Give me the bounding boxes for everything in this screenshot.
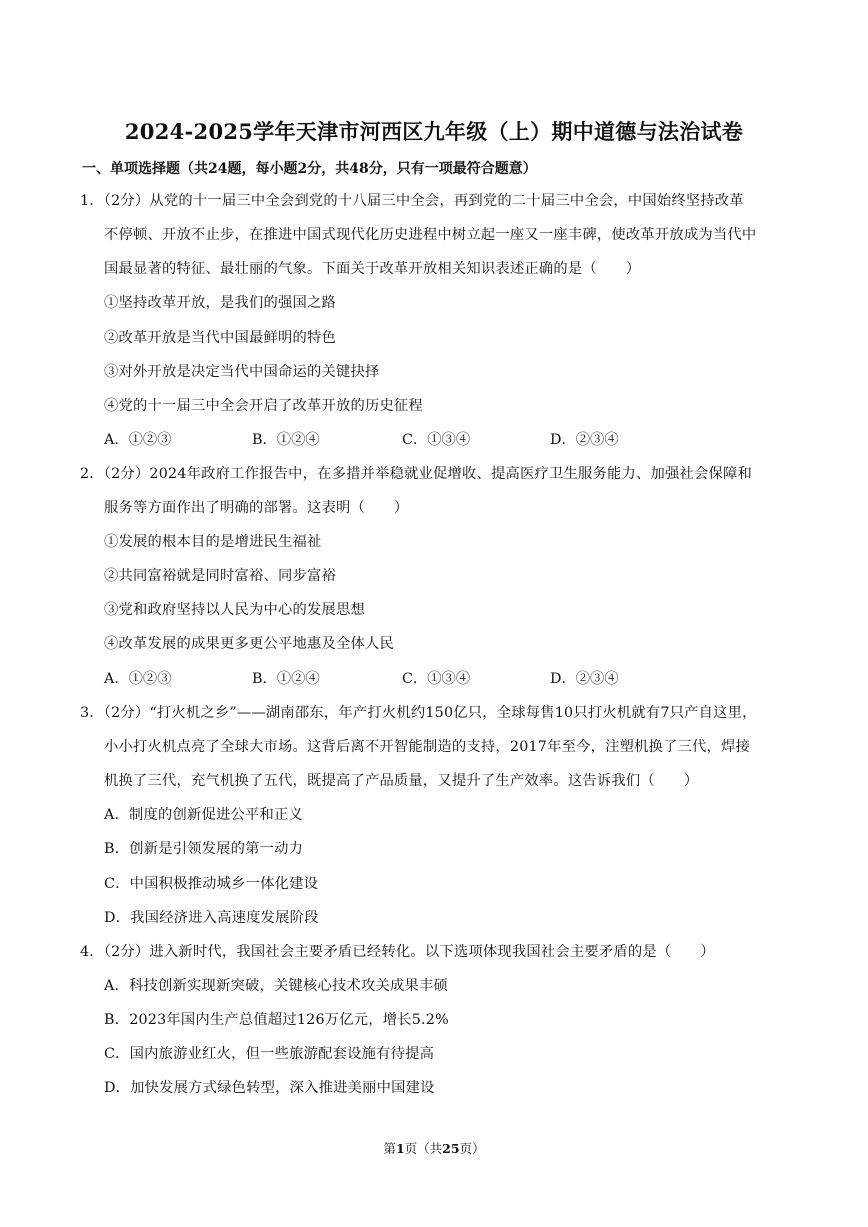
question-3-option-d[interactable]: D．我国经济进入高速度发展阶段	[104, 910, 319, 926]
question-2-choice-b[interactable]: B．①②④	[252, 671, 320, 687]
footer-middle: 页（共	[404, 1141, 443, 1156]
question-1-statement-4: ④党的十一届三中全会开启了改革开放的历史征程	[104, 398, 423, 414]
question-1-line-2: 不停顿、开放不止步，在推进中国式现代化历史进程中树立起一座又一座丰碑，使改革开放成为当代中	[104, 227, 757, 243]
question-3-option-b[interactable]: B．创新是引领发展的第一动力	[104, 841, 304, 857]
page-title: 2024-2025学年天津市河西区九年级（上）期中道德与法治试卷	[124, 119, 744, 144]
question-1-statement-2: ②改革开放是当代中国最鲜明的特色	[104, 330, 336, 346]
question-4-option-d[interactable]: D．加快发展方式绿色转型，深入推进美丽中国建设	[104, 1080, 435, 1096]
question-3-option-a[interactable]: A．制度的创新促进公平和正义	[104, 807, 303, 823]
question-1-choice-c[interactable]: C．①③④	[402, 432, 471, 448]
question-2-statement-3: ③党和政府坚持以人民为中心的发展思想	[104, 602, 365, 618]
question-2-choice-d[interactable]: D．②③④	[550, 671, 619, 687]
question-3-line-1: 3．（2分）“打火机之乡”——湖南邵东，年产打火机约150亿只，全球每售10只打火机就有7只产自这里，	[80, 705, 757, 721]
footer-prefix: 第	[383, 1141, 396, 1156]
question-4-option-b[interactable]: B．2023年国内生产总值超过126万亿元，增长5.2%	[104, 1012, 449, 1028]
question-2-line-1: 2．（2分）2024年政府工作报告中，在多措并举稳就业促增收、提高医疗卫生服务能力、加强社会保障和	[80, 466, 752, 482]
question-4-option-a[interactable]: A．科技创新实现新突破，关键核心技术攻关成果丰硕	[104, 978, 448, 994]
question-1-choice-d[interactable]: D．②③④	[550, 432, 619, 448]
question-1-line-3: 国最显著的特征、最壮丽的气象。下面关于改革开放相关知识表述正确的是（ ）	[104, 261, 641, 277]
question-3-line-3: 机换了三代，充气机换了五代，既提高了产品质量，又提升了生产效率。这告诉我们（ ）	[104, 773, 699, 789]
page-footer	[0, 1139, 868, 1157]
question-2-choice-a[interactable]: A．①②③	[104, 671, 172, 687]
question-2-line-2: 服务等方面作出了明确的部署。这表明（ ）	[104, 500, 409, 516]
section-heading: 一、单项选择题（共24题，每小题2分，共48分，只有一项最符合题意）	[82, 161, 537, 177]
question-3-option-c[interactable]: C．中国积极推动城乡一体化建设	[104, 876, 319, 892]
footer-page-number: 1	[395, 1141, 405, 1156]
question-1-line-1: 1．（2分）从党的十一届三中全会到党的十八届三中全会，再到党的二十届三中全会，中国始终坚持改革	[80, 193, 744, 209]
question-2-statement-2: ②共同富裕就是同时富裕、同步富裕	[104, 568, 336, 584]
question-2-statement-1: ①发展的根本目的是增进民生福祉	[104, 534, 322, 550]
question-2-statement-4: ④改革发展的成果更多更公平地惠及全体人民	[104, 636, 394, 652]
question-3-line-2: 小小打火机点亮了全球大市场。这背后离不开智能制造的支持，2017年至今，注塑机换了三代，焊接	[104, 739, 751, 755]
question-1-choice-a[interactable]: A．①②③	[104, 432, 172, 448]
question-1-choice-b[interactable]: B．①②④	[252, 432, 320, 448]
footer-suffix: 页）	[459, 1141, 485, 1156]
footer-total-pages: 25	[442, 1141, 460, 1156]
question-1-statement-1: ①坚持改革开放，是我们的强国之路	[104, 295, 336, 311]
question-1-statement-3: ③对外开放是决定当代中国命运的关键抉择	[104, 364, 380, 380]
question-4-option-c[interactable]: C．国内旅游业红火，但一些旅游配套设施有待提高	[104, 1046, 435, 1062]
question-4-line-1: 4．（2分）进入新时代，我国社会主要矛盾已经转化。以下选项体现我国社会主要矛盾的是（ ）	[80, 944, 715, 960]
question-2-choice-c[interactable]: C．①③④	[402, 671, 471, 687]
